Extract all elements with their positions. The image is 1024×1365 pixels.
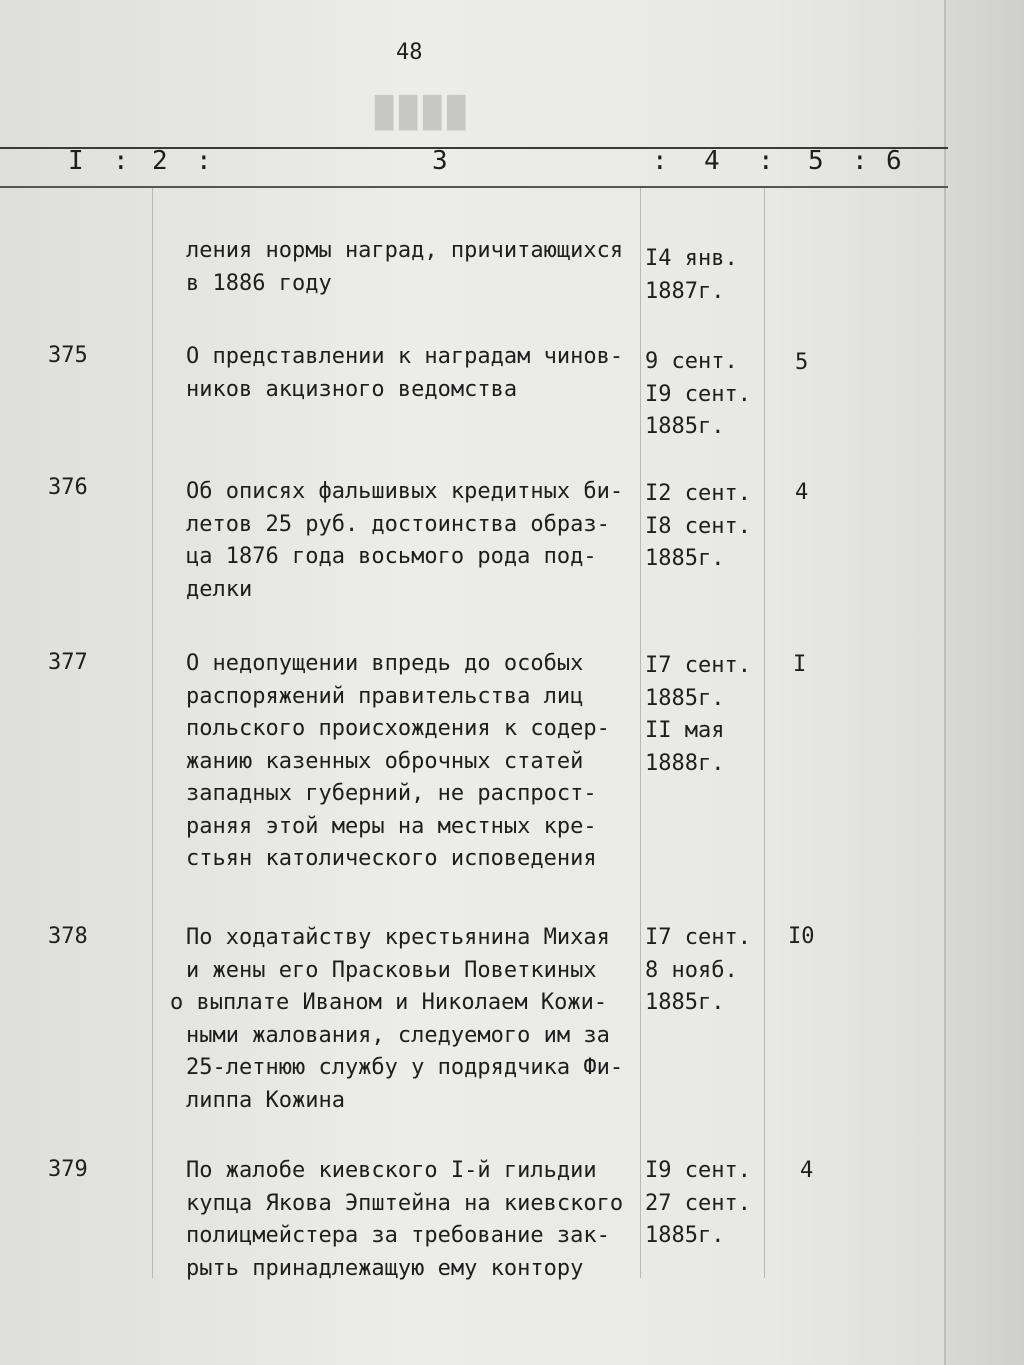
continuation-title: ления нормы наград, причитающихся в 1886 году bbox=[186, 238, 624, 296]
entry-dates: I7 сент. 8 нояб. 1885г. bbox=[645, 925, 751, 1015]
entry-sheets: 5 bbox=[795, 350, 809, 375]
entry-title: О недопущении впредь до особых распоряжений правительства лиц польского происхождения к содер- жанию казенных оброчных статей западных губерний, не распрост- раняя этой меры на местных кре- стьян католического исповедения bbox=[186, 651, 610, 871]
column-separator: : bbox=[652, 146, 668, 176]
column-separator: : bbox=[196, 146, 212, 176]
entry-dates: 9 сент. I9 сент. 1885г. bbox=[645, 349, 751, 439]
entry-number: 375 bbox=[48, 343, 88, 368]
page-number: 48 bbox=[396, 40, 423, 65]
column-number-3: 3 bbox=[432, 146, 448, 176]
entry-title: По ходатайству крестьянина Михая и жены его Прасковьи Поветкиных о выплате Иваном и Николаем Кожи- ными жалования, следуемого им за 25-летнюю службу у подрядчика Фи- липпа Кожина bbox=[170, 925, 624, 1113]
entry-dates: I9 сент. 27 сент. 1885г. bbox=[645, 1158, 751, 1248]
column-line bbox=[640, 188, 641, 1278]
entry-sheets: 4 bbox=[800, 1158, 814, 1183]
entry-title: Об описях фальшивых кредитных би- летов 25 руб. достоинства образ- ца 1876 года восьмого рода под- делки bbox=[186, 479, 624, 602]
header-rule-top bbox=[0, 147, 948, 149]
entry-number: 377 bbox=[48, 650, 88, 675]
column-separator: : bbox=[852, 146, 868, 176]
column-number-6: 6 bbox=[886, 146, 902, 176]
column-line bbox=[152, 188, 153, 1278]
entry-sheets: I bbox=[793, 652, 807, 677]
entry-title: О представлении к наградам чинов- ников акцизного ведомства bbox=[186, 344, 624, 402]
page-edge-shadow bbox=[944, 0, 1024, 1365]
entry-number: 378 bbox=[48, 924, 88, 949]
column-separator: : bbox=[113, 146, 129, 176]
column-line bbox=[764, 188, 765, 1278]
entry-dates: I2 сент. I8 сент. 1885г. bbox=[645, 481, 751, 571]
header-rule-bottom bbox=[0, 186, 948, 188]
continuation-dates: I4 янв. 1887г. bbox=[645, 246, 738, 304]
entry-sheets: 4 bbox=[795, 480, 809, 505]
show-through-header: ████ bbox=[375, 96, 472, 131]
entry-number: 379 bbox=[48, 1157, 88, 1182]
entry-title: По жалобе киевского I-й гильдии купца Якова Эпштейна на киевского полицмейстера за требование зак- рыть принадлежащую ему контору bbox=[186, 1158, 624, 1281]
column-number-4: 4 bbox=[704, 146, 720, 176]
column-number-5: 5 bbox=[808, 146, 824, 176]
entry-sheets: I0 bbox=[788, 924, 815, 949]
column-number-1: I bbox=[68, 146, 84, 176]
entry-number: 376 bbox=[48, 475, 88, 500]
column-separator: : bbox=[758, 146, 774, 176]
column-number-2: 2 bbox=[152, 146, 168, 176]
entry-dates: I7 сент. 1885г. II мая 1888г. bbox=[645, 653, 751, 776]
